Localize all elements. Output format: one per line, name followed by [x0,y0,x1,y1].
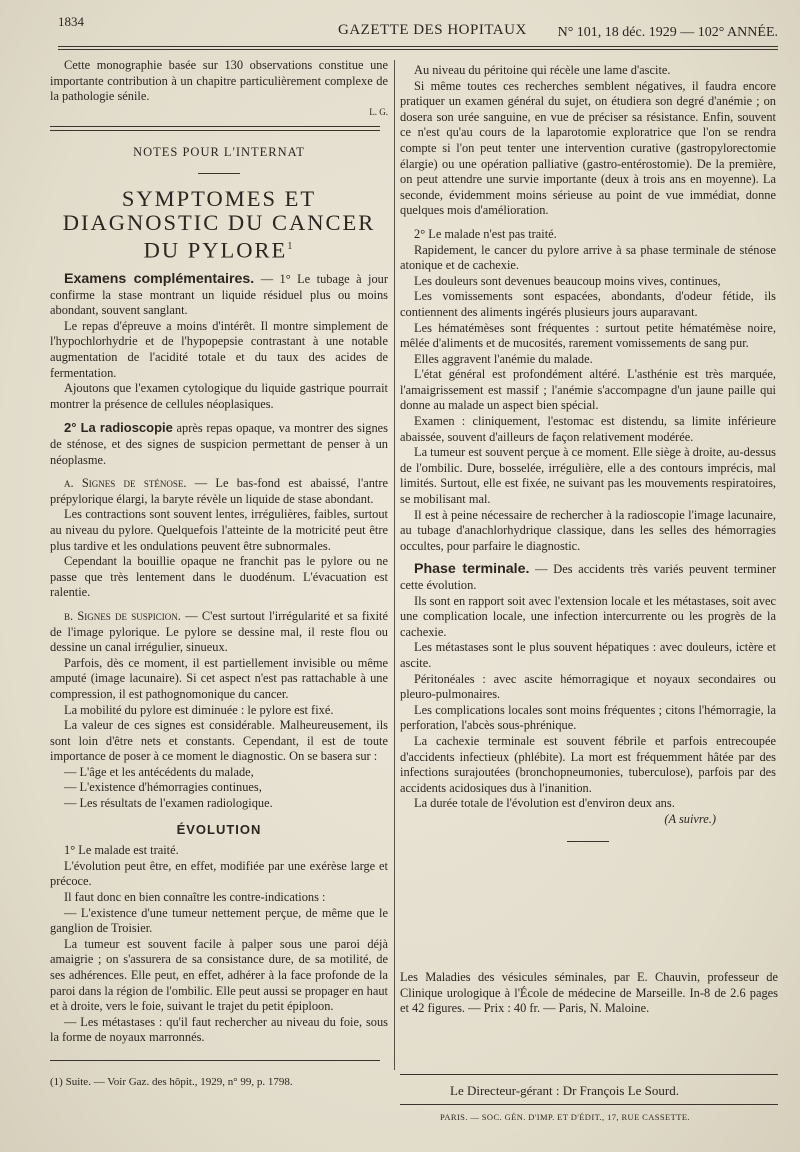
journal-title: GAZETTE DES HOPITAUX [338,22,527,38]
intro-signature: L. G. [369,106,388,117]
left-column [50,58,388,1091]
list-item: — L'existence d'hémorragies continues, [64,780,262,795]
phase-text-1: — Des accidents très variés peuvent terminer cette évolution. [400,562,776,592]
right-text-9: L'état général est profondément altéré. L'asthénie est très marquée, l'amaigrissement est massif ; l'anémie s'accompagne d'un jaune paille qui donne au malade un aspect bien spécial. [400,367,776,413]
phase-text-3: Les métastases sont le plus souvent hépatiques : avec douleurs, ictère et ascite. [400,640,776,670]
exam-text-3: Ajoutons que l'examen cytologique du liquide gastrique pourrait montrer la présence de cellules néoplasiques. [50,381,388,411]
intro-paragraph: Cette monographie basée sur 130 observations constitue une importante contribution à un chapitre particulièrement complexe de la pathologie sénile. [50,58,388,104]
section-rule [50,126,380,127]
evolution-text-2: L'évolution peut être, en effet, modifiée par une exérèse large et précoce. [50,858,388,889]
right-text-3: 2° Le malade n'est pas traité. [414,226,557,241]
header-rule-2 [58,49,778,50]
ornament-rule [198,173,240,174]
right-text-4: Rapidement, le cancer du pylore arrive à sa phase terminale de sténose atonique et de cachexie. [400,242,776,273]
header-rule [58,46,778,47]
footnote: (1) Suite. — Voir Gaz. des hôpit., 1929, n° 99, p. 1798. [50,1075,293,1088]
evolution-heading: ÉVOLUTION [176,821,262,837]
suspicion-text-1: — C'est surtout l'irrégularité et sa fixité de l'image pylorique. Le pylore se dessine mal, il reste flou ou dessine un canal irrégulier, sinueux. [50,608,388,655]
evolution-text-1: 1° Le malade est traité. [64,843,179,858]
footnote-rule [50,1060,380,1061]
article-title-text: SYMPTOMES ET DIAGNOSTIC DU CANCER DU PYLORE [62,185,376,263]
bottom-rule-2 [400,1104,778,1105]
right-text-12: Il est à peine nécessaire de rechercher à la radioscopie l'image lacunaire, au tubage d'anachlorhydrique classique, dans les selles des hémorragies occultes, pour parfaire le diagnostic. [400,507,776,553]
title-footnote-mark: 1 [287,240,295,252]
exam-heading: Examens complémentaires. [64,271,255,288]
right-text-8: Elles aggravent l'anémie du malade. [414,351,593,366]
column-divider [394,60,395,1070]
radio-text: après repas opaque, va montrer des signes de sténose, et des signes de suspicion permettant de penser à un néoplasme. [50,421,388,467]
article-title [50,187,388,263]
right-text-6: Les vomissements sont espacées, abondants, d'odeur fétide, ils contiennent des aliments ingérés plusieurs jours auparavant. [400,289,776,319]
evolution-text-6: — Les métastases : qu'il faut rechercher au niveau du foie, sous la forme de noyaux marronnés. [50,1014,388,1045]
suspicion-text-2: Parfois, dès ce moment, il est partiellement invisible ou même amputé (image lacunaire). Si cet aspect n'est pas rattachable à une compression, il est pathognomonique du cancer. [50,655,388,701]
list-item: — L'âge et les antécédents du malade, [64,764,254,779]
exam-text-1: — 1° Le tubage à jour confirme la stase montrant un liquide résiduel plus ou moins abondant, souvent sanglant. [50,272,388,318]
section-heading: NOTES POUR L'INTERNAT [133,145,305,160]
printer-line: PARIS. — SOC. GÉN. D'IMP. ET D'ÉDIT., 17, RUE CASSETTE. [440,1112,690,1122]
right-text-1: Au niveau du péritoine qui récèle une lame d'ascite. [414,63,671,77]
to-be-continued: (A suivre.) [664,811,716,826]
page-header [58,14,778,44]
evolution-text-5: La tumeur est souvent facile à palper sous une paroi déjà amaigrie ; on s'assurera de sa consistance dure, de sa motilité, de ses adhérences. Elle peut, en effet, adhérer à la face profonde de la paroi dans la région de l'ombilic. Elle peut aussi se propager en haut et à droite, vers le foie, suivant le trajet du petit épiploon. [50,936,388,1014]
exam-text-2: Le repas d'épreuve a moins d'intérêt. Il montre simplement de l'hypochlorhydrie et de l'hypopepsie contrastant à une notable augmentation de l'acidité totale et du taux des acides de fermentation. [50,318,388,380]
ornament-rule [567,841,609,842]
issue-info: N° 101, 18 déc. 1929 — 102° ANNÉE. [557,25,778,40]
suspicion-heading: b. Signes de suspicion. [64,608,181,623]
suspicion-text-4: La valeur de ces signes est considérable. Malheureusement, ils sont loin d'être nets et constants. Cependant, il est de toute importance de poser à ce moment le diagnostic. On se basera sur : [50,718,388,764]
phase-text-4: Péritonéales : avec ascite hémorragique et noyaux secondaires ou pleuro-pulmonaires. [400,671,776,702]
list-item: — Les résultats de l'examen radiologique. [64,796,273,811]
section-rule-2 [50,130,380,131]
radio-heading: 2° La radioscopie [64,420,173,436]
right-text-10: Examen : cliniquement, l'estomac est distendu, sa limite inférieure abaissée, souvent d'ailleurs de façon relativement modérée. [400,414,776,444]
stenose-text-3: Cependant la bouillie opaque ne franchit pas le pylore ou ne passe que très lentement dans le duodénum. L'évacuation est ralentie. [50,554,388,600]
evolution-text-4: — L'existence d'une tumeur nettement perçue, de même que le ganglion de Troisier. [50,905,388,936]
right-text-5: Les douleurs sont devenues beaucoup moins vives, continues, [414,273,721,288]
book-notice: Les Maladies des vésicules séminales, par E. Chauvin, professeur de Clinique urologique à l'École de médecine de Marseille. In-8 de 2.6 pages et 42 figures. — Prix : 40 fr. — Paris, N. Maloine. [400,970,778,1016]
phase-text-6: La cachexie terminale est souvent fébrile et parfois entrecoupée d'accidents infectieux (phlébite). La mort est fréquemment hâtée par des infections surajoutées (bronchopneumonies, tuberculose), parfois par des accidents acidosiques dus à l'inanition. [400,733,776,795]
bottom-rule [400,1074,778,1075]
right-text-11: La tumeur est souvent perçue à ce moment. Elle siège à droite, au-dessus de l'ombilic. Dure, bosselée, irrégulière, elle a des contours imprécis, mal limités. Surtout, elle est fixée, ne suivant pas les mouvements respiratoires, se mobilisant mal. [400,445,776,507]
stenose-heading: a. Signes de sténose. [64,476,187,491]
director-line: Le Directeur-gérant : Dr François Le Sourd. [450,1083,679,1098]
suspicion-text-3: La mobilité du pylore est diminuée : le pylore est fixé. [64,702,334,717]
phase-text-2: Ils sont en rapport soit avec l'extension locale et les métastases, soit avec une complication locale, une infection intercurrente ou les progrès de la cachexie. [400,593,776,639]
right-text-2: Si même toutes ces recherches semblent négatives, il faudra encore pratiquer un examen général du sujet, on étudiera son degré d'anémie ; on dosera son urée sanguine, en vue de préciser sa résistance. Enfin, souvent ce n'est qu'au cours de la laparotomie exploratrice que l'on se rendra compte si l'on peut tenter une intervention curative (gastropylorectomie élargie) ou une opération palliative (gastro-entérostomie). De la première, on peut attendre une survie importante (deux à trois ans en moyenne). La seconde, évidemment moins sérieuse au point de vue immédiat, donne quelques mois d'amélioration. [400,78,776,218]
page-number: 1834 [58,14,84,29]
stenose-text-2: Les contractions sont souvent lentes, irrégulières, faibles, surtout au niveau du pylore. Quelquefois l'atteinte de la motricité peut être plus tardive et les ondulations peuvent être subnormales. [50,507,388,553]
phase-heading: Phase terminale. [414,561,530,578]
right-column [400,63,776,849]
right-text-7: Les hématémèses sont fréquentes : surtout petite hématémèse noire, mêlée d'aliments et de mucosités, rarement vomissements de sang pur. [400,320,776,351]
phase-text-7: La durée totale de l'évolution est d'environ deux ans. [414,796,675,811]
stenose-text-1: — Le bas-fond est abaissé, l'antre prépylorique élargi, la baryte révèle un liquide de stase abondant. [50,476,388,506]
phase-text-5: Les complications locales sont moins fréquentes ; citons l'hémorragie, la perforation, l'abcès sous-phrénique. [400,702,776,733]
evolution-text-3: Il faut donc en bien connaître les contre-indications : [64,890,326,905]
